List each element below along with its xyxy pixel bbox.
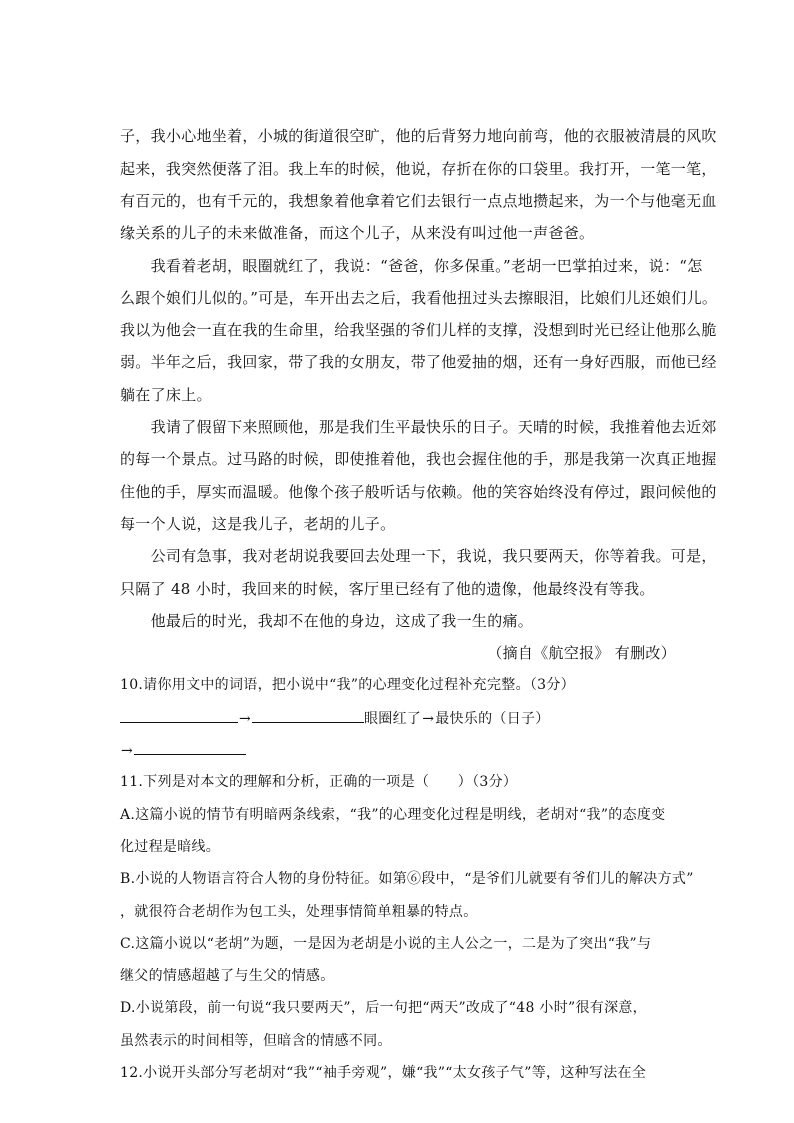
answer-blank-1[interactable] bbox=[120, 708, 238, 723]
story-line: 我看着老胡，眼圈就红了，我说：“爸爸，你多保重。”老胡一巴掌拍过来，说：“怎 bbox=[120, 257, 703, 275]
story-line: 缘关系的儿子的未来做准备，而这个儿子，从来没有叫过他一声爸爸。 bbox=[120, 224, 595, 242]
question-11-option-line: ，就很符合老胡作为包工头，处理事情简单粗暴的特点。 bbox=[120, 904, 478, 920]
question-11-prompt: 11.下列是对本文的理解和分析，正确的一项是（ ）（3分） bbox=[120, 774, 518, 790]
answer-blank-2[interactable] bbox=[252, 708, 364, 723]
story-line: 我请了假留下来照顾他，那是我们生平最快乐的日子。天晴的时候，我推着他去近郊 bbox=[120, 418, 717, 436]
story-line: 每一个人说，这是我儿子，老胡的儿子。 bbox=[120, 515, 396, 533]
story-line: 子，我小心地坐着，小城的街道很空旷，他的后背努力地向前弯，他的衣服被清晨的风吹 bbox=[120, 127, 717, 145]
arrow-icon: → bbox=[422, 711, 435, 727]
arrow-icon: → bbox=[238, 711, 252, 727]
arrow-icon: → bbox=[120, 743, 134, 759]
story-line: 躺在了床上。 bbox=[120, 386, 212, 404]
question-11-option-line: C.这篇小说以“老胡”为题，一是因为老胡是小说的主人公之一，二是为了突出“我”与 bbox=[120, 936, 652, 952]
story-line: 有百元的，也有千元的，我想象着他拿着它们去银行一点点地攒起来，为一个与他毫无血 bbox=[120, 192, 717, 210]
question-11-option-line: 化过程是暗线。 bbox=[120, 839, 221, 855]
question-11-option-line: 继父的情感超越了与生父的情感。 bbox=[120, 968, 335, 984]
story-line: 弱。半年之后，我回家，带了我的女朋友，带了他爱抽的烟，还有一身好西服，而他已经 bbox=[120, 353, 717, 371]
story-line: 么跟个娘们儿似的。”可是，车开出去之后，我看他扭过头去擦眼泪，比娘们儿还娘们儿。 bbox=[120, 289, 718, 307]
story-line: 他最后的时光，我却不在他的身边，这成了我一生的痛。 bbox=[120, 612, 534, 630]
question-10-answer-row bbox=[120, 708, 676, 729]
story-line: 住他的手，厚实而温暖。他像个孩子般听话与依赖。他的笑容始终没有停过，跟问候他的 bbox=[120, 483, 717, 501]
answer-fixed-text: 眼圈红了 bbox=[364, 711, 422, 727]
story-line: 我以为他会一直在我的生命里，给我坚强的爷们儿样的支撑，没想到时光已经让他那么脆 bbox=[120, 321, 717, 339]
question-12-prompt: 12.小说开头部分写老胡对“我”“袖手旁观”，嫌“我”“太女孩子气”等，这种写法在全 bbox=[120, 1065, 647, 1081]
source-citation: （摘自《航空报》 有删改） bbox=[487, 644, 676, 662]
story-line: 公司有急事，我对老胡说我要回去处理一下，我说，我只要两天，你等着我。可是， bbox=[120, 547, 717, 565]
story-line: 的每一个景点。过马路的时候，即使推着他，我也会握住他的手，那是我第一次真正地握 bbox=[120, 450, 717, 468]
question-10-answer-row bbox=[120, 740, 676, 761]
question-11-option-line: A.这篇小说的情节有明暗两条线索，“我”的心理变化过程是明线，老胡对“我”的态度变 bbox=[120, 807, 666, 823]
story-line: 只隔了 48 小时，我回来的时候，客厅里已经有了他的遗像，他最终没有等我。 bbox=[120, 580, 655, 598]
question-11-option-line: 虽然表示的时间相等，但暗含的情感不同。 bbox=[120, 1033, 392, 1049]
question-11-option-line: B.小说的人物语言符合人物的身份特征。如第⑥段中，“是爷们儿就要有爷们儿的解决方式” bbox=[120, 871, 694, 887]
story-line: 起来，我突然便落了泪。我上车的时候，他说，存折在你的口袋里。我打开，一笔一笔， bbox=[120, 160, 717, 178]
answer-blank-3[interactable] bbox=[134, 740, 246, 755]
answer-fixed-text: 最快乐的（日子） bbox=[435, 711, 550, 727]
question-10-prompt: 10.请你用文中的词语，把小说中“我”的心理变化过程补充完整。（3分） bbox=[120, 677, 575, 693]
question-11-option-line: D.小说第段，前一句说“我只要两天”，后一句把“两天”改成了“48 小时”很有深意， bbox=[120, 1000, 647, 1016]
